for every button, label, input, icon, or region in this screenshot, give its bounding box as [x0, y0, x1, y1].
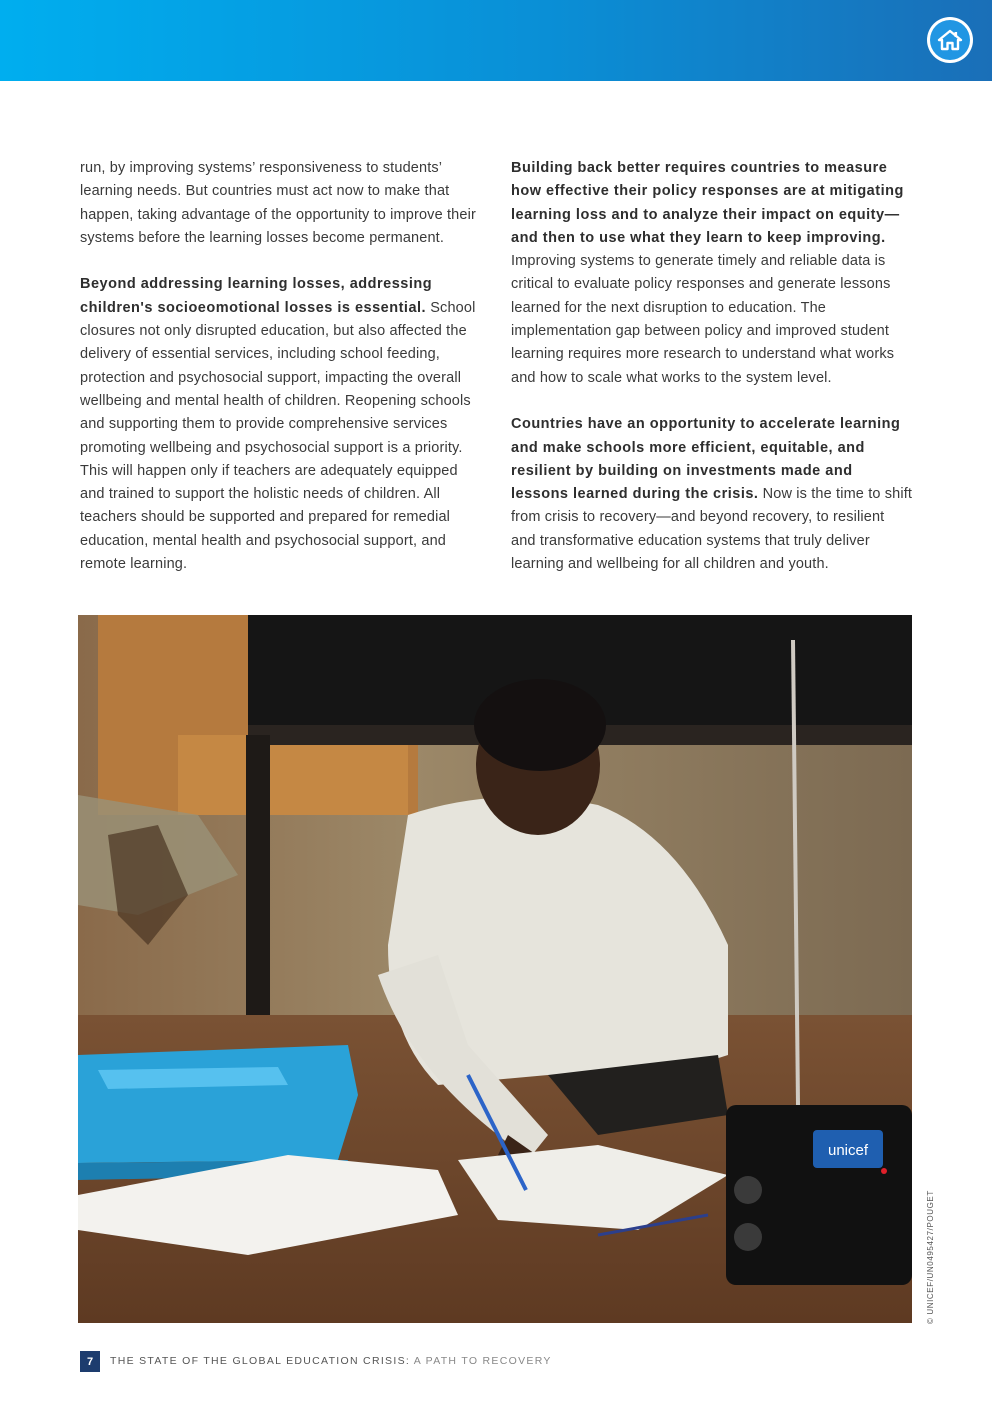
right-paragraph-2 [511, 413, 913, 576]
page-number: 7 [80, 1351, 100, 1372]
photo-credit: © UNICEF/UN0495427/POUGET [926, 1190, 935, 1324]
student-photo [78, 615, 912, 1323]
radio-brand-label: unicef [827, 1142, 869, 1159]
left-paragraph-2-body: School closures not only disrupted education, but also affected the delivery of essential services, including school feeding, protection and psychosocial support, impacting the overall wellbeing and mental health of children. Reopening schools and supporting them to provide comprehensive services promoting wellbeing and psychosocial support is a priority. This will happen only if teachers are adequately equipped and trained to support the holistic needs of children. All teachers should be supported and prepared for remedial education, mental health and psychosocial support, and remote learning. [80, 299, 476, 573]
left-paragraph-2-lead: Beyond addressing learning losses, addressing children's socioeomotional losses is essential. [80, 276, 433, 316]
right-column [511, 157, 913, 600]
right-paragraph-1-lead: Building back better requires countries to measure how effective their policy responses are at mitigating learning loss and to analyze their impact on equity—and then to use what they learn to keep improving. [511, 160, 904, 246]
left-paragraph-1: run, by improving systems’ responsiveness to students’ learning needs. But countries must act now to make that happen, taking advantage of the opportunity to improve their systems before the learning losses become permanent. [80, 160, 476, 246]
footer-title [110, 1355, 552, 1367]
right-paragraph-1 [511, 157, 913, 390]
home-button[interactable] [927, 17, 973, 63]
footer-title-main: THE STATE OF THE GLOBAL EDUCATION CRISIS: [110, 1355, 411, 1367]
right-paragraph-2-body: Now is the time to shift from crisis to recovery—and beyond recovery, to resilient and transformative education systems that truly deliver learning and wellbeing for all children and youth. [511, 486, 913, 573]
left-paragraph-2 [80, 273, 482, 576]
home-icon [930, 20, 970, 60]
right-paragraph-1-body: Improving systems to generate timely and reliable data is critical to evaluate policy responses and generate lessons learned for the next disruption to education. The implementation gap between policy and improved student learning requires more research to understand what works and how to scale what works to the system level. [511, 253, 895, 386]
header-bar [0, 0, 992, 81]
right-paragraph-2-lead: Countries have an opportunity to accelerate learning and make schools more efficient, equitable, and resilient by building on investments made and lessons learned during the crisis. [511, 416, 901, 503]
left-column [80, 157, 482, 600]
footer-title-sub: A PATH TO RECOVERY [410, 1355, 552, 1367]
